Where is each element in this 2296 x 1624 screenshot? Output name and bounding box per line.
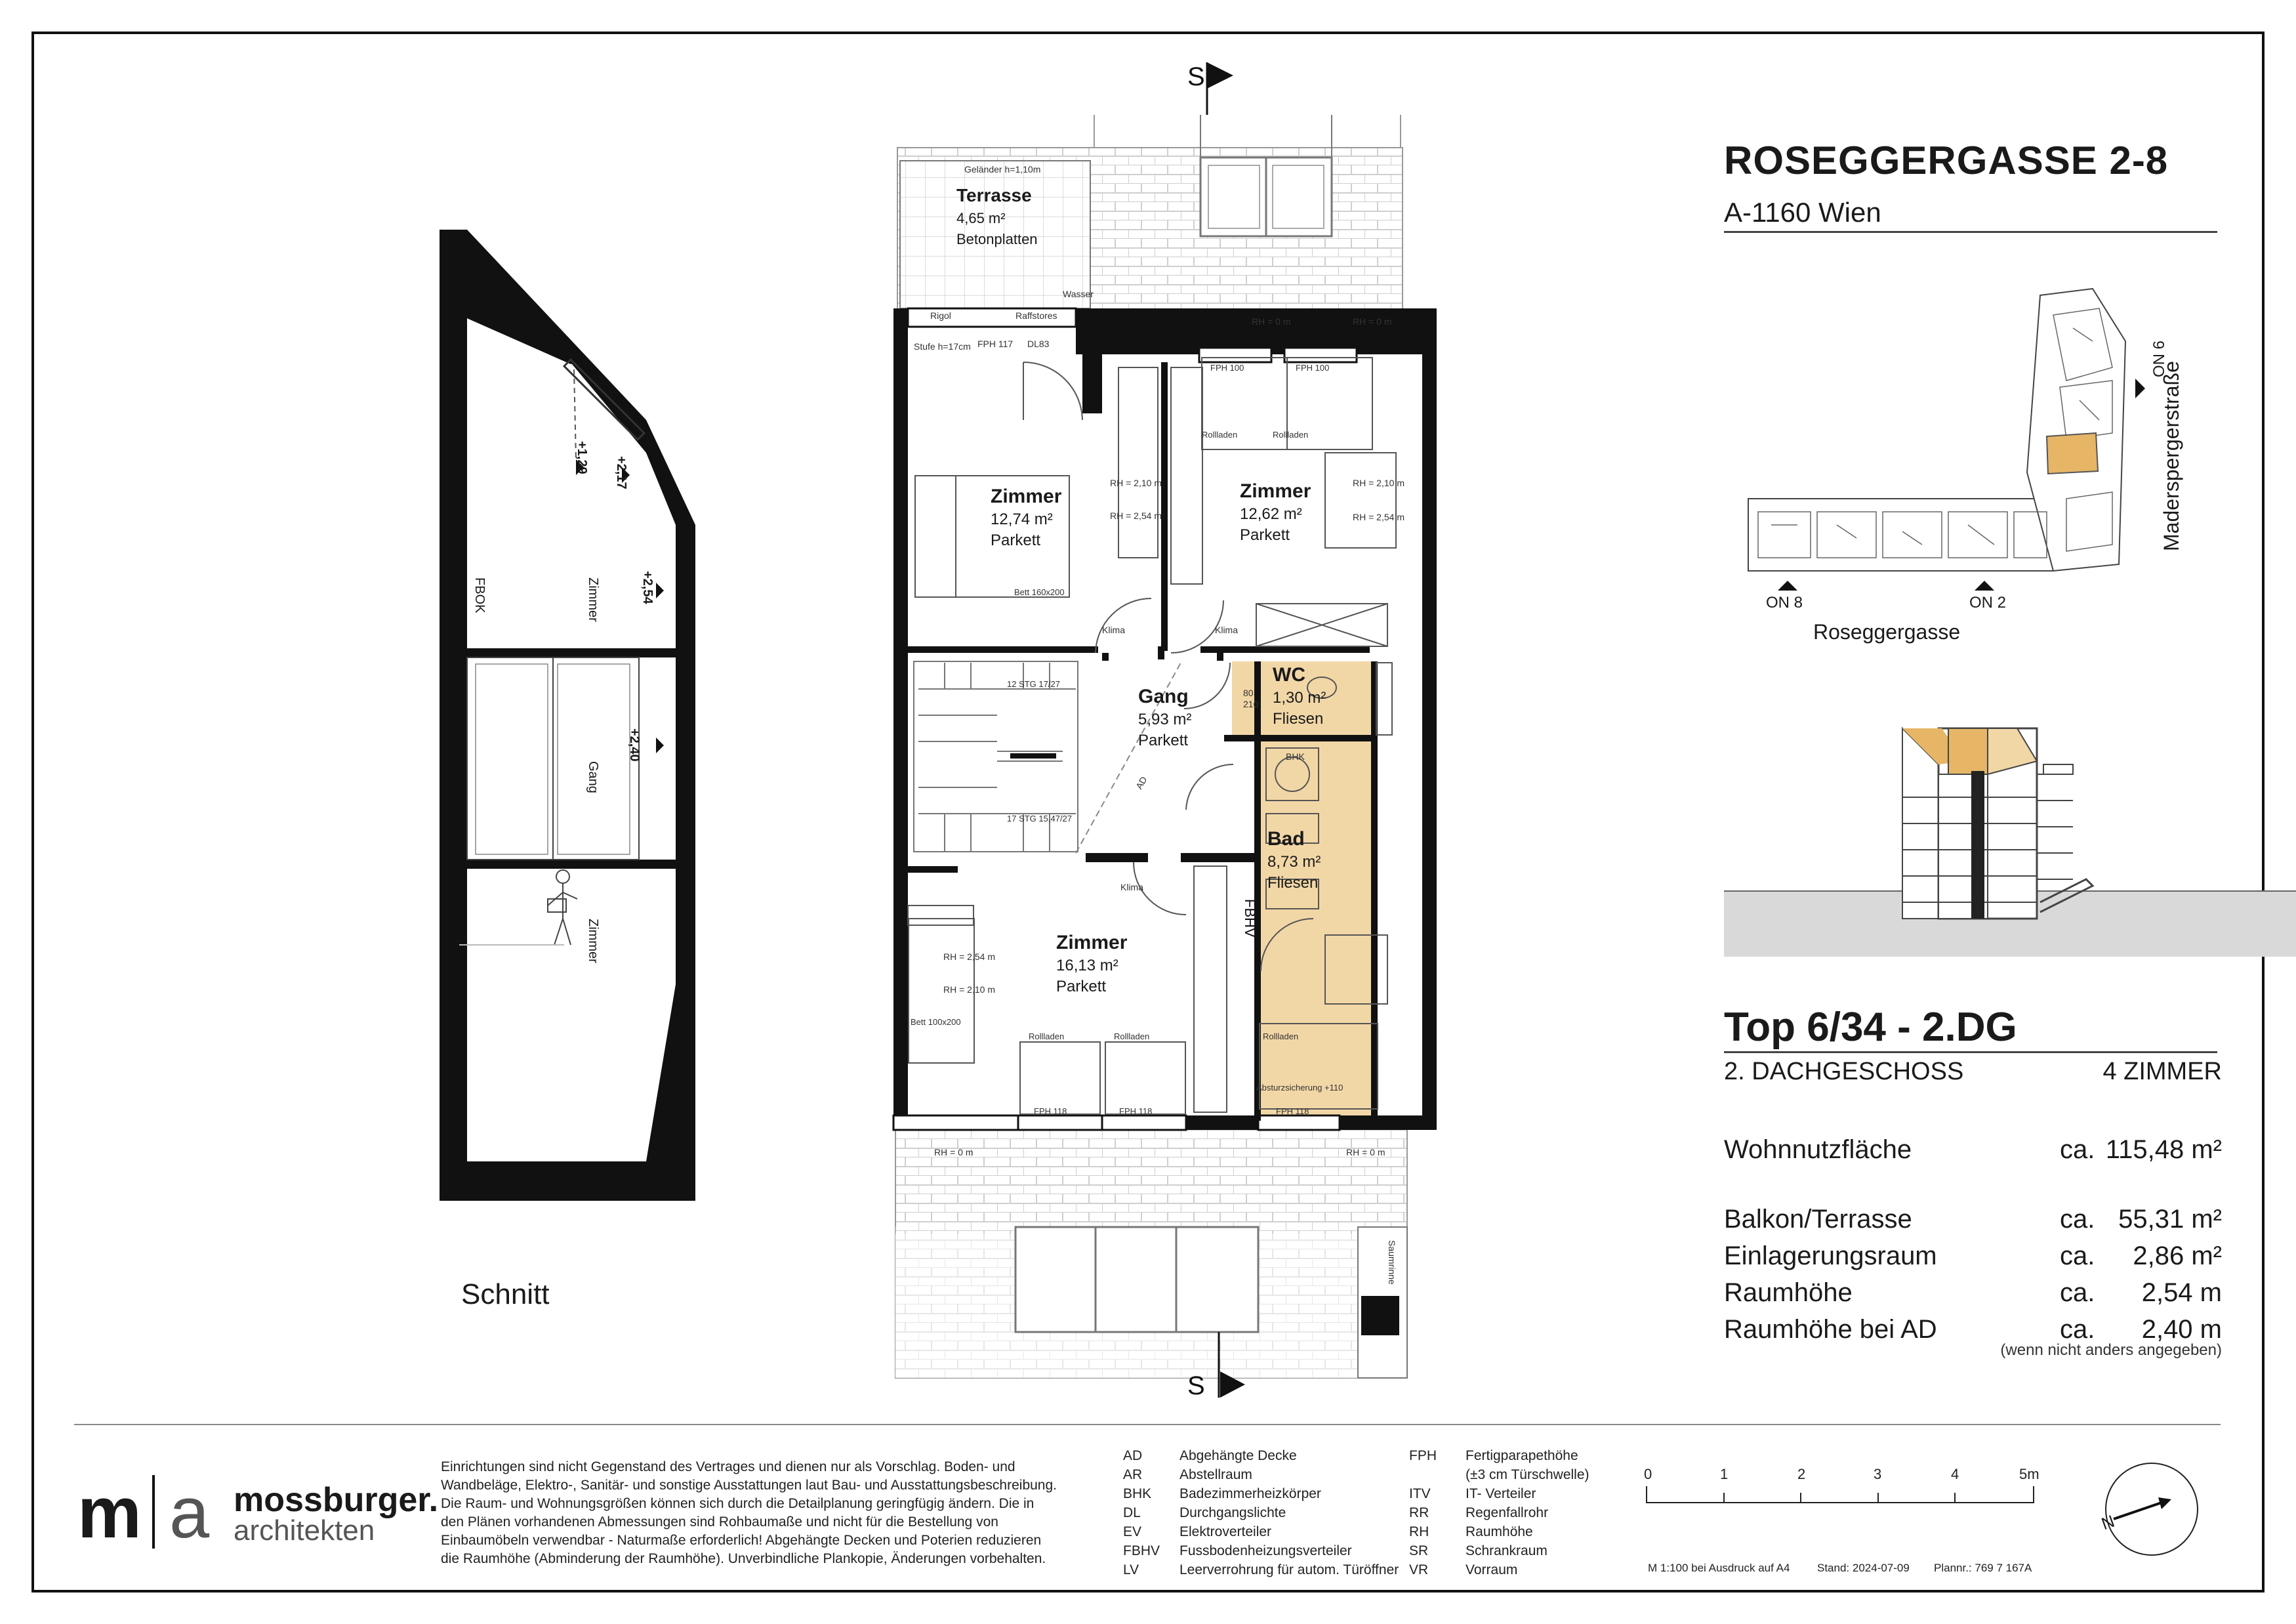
- plan-annotation-rh0d: RH = 0 m: [1346, 1147, 1385, 1157]
- logo-bar: [152, 1475, 155, 1549]
- room-area: 1,30 m²: [1273, 689, 1326, 707]
- plan-annotation-klima3: Klima: [1120, 882, 1144, 892]
- plan-annotation-rh0a: RH = 0 m: [1252, 316, 1291, 327]
- plan-annotation-stufe: Stufe h=17cm: [914, 341, 971, 352]
- room-area: 5,93 m²: [1138, 711, 1192, 728]
- room-floor: Parkett: [1056, 978, 1107, 995]
- legend-abbr: EV: [1123, 1524, 1142, 1539]
- keymap-on2: ON 2: [1969, 594, 2007, 612]
- legend-abbr: SR: [1409, 1543, 1429, 1558]
- unit-rooms: 4 ZIMMER: [2102, 1058, 2222, 1085]
- plan-annotation-raffstores: Raffstores: [1015, 310, 1057, 321]
- unit-floor: 2. DACHGESCHOSS: [1724, 1058, 1964, 1085]
- plan-annotation-rigol: Rigol: [930, 310, 951, 321]
- room-floor: Parkett: [1138, 732, 1189, 749]
- plan-annotation-rollladen1: Rollladen: [1202, 430, 1238, 440]
- section-zimmer-upper: Zimmer: [586, 577, 600, 622]
- legend-row: [1409, 1446, 1589, 1465]
- logo-subtitle: architekten: [234, 1514, 375, 1547]
- room-area: 12,62 m²: [1240, 505, 1302, 523]
- scale-tick-label: 1: [1720, 1466, 1729, 1482]
- legend-abbr: LV: [1123, 1562, 1139, 1577]
- legend-row: [1123, 1484, 1399, 1503]
- plan-annotation-d210: 210: [1243, 699, 1259, 709]
- plan-annotation-absturz: Absturzsicherung +110: [1256, 1083, 1343, 1093]
- legend-column-2: [1409, 1446, 1589, 1579]
- legend-abbr: VR: [1409, 1562, 1429, 1577]
- legend-desc: Schrankraum: [1466, 1543, 1548, 1558]
- plan-annotation-rh210a: RH = 2,10 m: [1110, 478, 1162, 488]
- room-area: 8,73 m²: [1267, 853, 1321, 871]
- area-value: 55,31 m²: [2118, 1205, 2222, 1234]
- plan-number: Plannr.: 769 7 167A: [1934, 1562, 2032, 1574]
- scale-tick-label: 0: [1644, 1466, 1652, 1482]
- area-value: 2,54 m: [2141, 1278, 2222, 1307]
- area-label: Wohnnutzfläche: [1724, 1135, 1912, 1164]
- legend-desc: Elektroverteiler: [1179, 1524, 1272, 1539]
- legend-row: [1409, 1465, 1589, 1484]
- logo-a: a: [169, 1472, 210, 1553]
- legend-desc: Fertigparapethöhe: [1466, 1448, 1578, 1463]
- scale-tick-label: 4: [1951, 1466, 1959, 1482]
- room-floor: Fliesen: [1273, 710, 1324, 728]
- area-label: Balkon/Terrasse: [1724, 1205, 1912, 1234]
- scale-tick-label: 3: [1874, 1466, 1882, 1482]
- area-ca: ca.: [2060, 1135, 2095, 1164]
- plan-annotation-bett1: Bett 160x200: [1014, 587, 1065, 597]
- plan-annotation-klima2: Klima: [1215, 625, 1239, 635]
- plan-annotation-rh0b: RH = 0 m: [1353, 316, 1392, 327]
- room-area: 16,13 m²: [1056, 957, 1118, 974]
- legend-row: [1409, 1503, 1589, 1522]
- plan-annotation-klima1: Klima: [1102, 625, 1126, 635]
- section-level-254: +2,54: [640, 571, 655, 604]
- plan-annotation-fbhv: FBHV: [1242, 899, 1258, 938]
- section-drawing: [440, 230, 695, 1201]
- area-label: Einlagerungsraum: [1724, 1241, 1937, 1270]
- legend-abbr: DL: [1123, 1505, 1141, 1520]
- legend-row: [1123, 1560, 1399, 1579]
- title-divider: [1724, 231, 2217, 233]
- legend-abbr: BHK: [1123, 1486, 1152, 1501]
- plan-annotation-ad: AD: [1133, 774, 1149, 791]
- legend-desc: Vorraum: [1466, 1562, 1518, 1577]
- section-zimmer-lower: Zimmer: [586, 919, 600, 963]
- north-compass: [2106, 1463, 2198, 1555]
- area-label: Raumhöhe bei AD: [1724, 1315, 1937, 1344]
- room-name: Bad: [1267, 828, 1305, 850]
- legend-row: [1409, 1522, 1589, 1541]
- plan-annotation-rh210b: RH = 2,10 m: [1353, 478, 1404, 488]
- area-note: (wenn nicht anders angegeben): [2000, 1341, 2222, 1359]
- keymap-on8: ON 8: [1766, 594, 1803, 612]
- room-name: Terrasse: [956, 185, 1032, 205]
- plan-annotation-rh254c: RH = 2,54 m: [943, 951, 995, 962]
- legend-row: [1409, 1560, 1589, 1579]
- legend-abbr: AR: [1123, 1467, 1143, 1482]
- plan-annotation-fph118b: FPH 118: [1119, 1106, 1153, 1116]
- plan-date: Stand: 2024-07-09: [1817, 1562, 1910, 1574]
- room-floor: Betonplatten: [956, 231, 1038, 247]
- site-keymap: [1748, 289, 2145, 591]
- section-fbok: FBOK: [472, 577, 487, 614]
- plan-annotation-fph118c: FPH 118: [1276, 1106, 1309, 1116]
- plan-annotation-fph118a: FPH 118: [1034, 1106, 1067, 1116]
- legend-desc: Leerverrohrung für autom. Türöffner: [1179, 1562, 1399, 1577]
- legend-abbr: FPH: [1409, 1448, 1437, 1463]
- plan-annotation-rollladen3: Rollladen: [1114, 1031, 1150, 1041]
- legend-row: [1123, 1503, 1399, 1522]
- legend-desc: Badezimmerheizkörper: [1179, 1486, 1321, 1501]
- building-section-thumbnail: [1724, 728, 2296, 957]
- section-level-240: +2,40: [627, 728, 642, 762]
- section-level-129: +1,29: [575, 441, 589, 474]
- north-label: N: [2099, 1510, 2118, 1534]
- plan-annotation-rollladen5: Rollladen: [1273, 430, 1309, 440]
- plan-annotation-bhk: BHK: [1286, 751, 1305, 762]
- legend-abbr: AD: [1123, 1448, 1143, 1463]
- scale-bar: [1647, 1486, 2034, 1503]
- room-floor: Fliesen: [1267, 874, 1319, 892]
- room-name: Zimmer: [1240, 480, 1311, 502]
- legend-desc: Raumhöhe: [1466, 1524, 1533, 1539]
- project-address: A-1160 Wien: [1724, 197, 1881, 228]
- area-ca: ca.: [2060, 1241, 2095, 1270]
- legend-desc: Durchgangslichte: [1179, 1505, 1286, 1520]
- scale-tick-label: 5m: [2019, 1466, 2040, 1482]
- footer-divider: [74, 1424, 2221, 1425]
- legend-row: [1123, 1446, 1399, 1465]
- room-floor: Parkett: [991, 531, 1041, 549]
- plan-annotation-fph100b: FPH 100: [1296, 363, 1330, 373]
- section-gang: Gang: [586, 761, 600, 793]
- room-name: Zimmer: [1056, 932, 1128, 953]
- logo-m: m: [77, 1472, 139, 1553]
- section-level-217: +2,17: [614, 456, 628, 489]
- legend-row: [1123, 1541, 1399, 1560]
- room-floor: Parkett: [1240, 526, 1290, 544]
- plan-annotation-d80: 80: [1243, 688, 1254, 698]
- area-value: 2,86 m²: [2133, 1241, 2222, 1270]
- legend-abbr: RR: [1409, 1505, 1429, 1520]
- plan-annotation-stg2: 17 STG 15,47/27: [1007, 814, 1073, 823]
- legend-desc: IT- Verteiler: [1466, 1486, 1536, 1501]
- legend-desc: Abstellraum: [1179, 1467, 1252, 1482]
- keymap-on6: ON 6: [2150, 340, 2168, 377]
- section-label: Schnitt: [461, 1278, 550, 1310]
- scale-info: M 1:100 bei Ausdruck auf A4: [1648, 1562, 1790, 1574]
- disclaimer-text: Einrichtungen sind nicht Gegenstand des Vertrages und dienen nur als Vorschlag. Boden- und Wandbeläge, Elektro-, Sanitär- und sonstige Ausstattungen laut Bau- und Ausstattungsbeschreibung. Die Raum- und Wohnungsgrößen können sich durch die Detailplanung geringfügig ändern. Die in den Plänen vorhandenen Abmessungen sind Rohbaumaße und nicht für die Bestellung von Einbaumöbeln verwendbar - Naturmaße erforderlich! Abgehängte Decken und Poterien reduzieren die Raumhöhe (Abminderung der Raumhöhe). Unverbindliche Plankopie, Änderungen vorbehalten.: [441, 1459, 1057, 1566]
- plan-annotation-saumrinne: Saumrinne: [1387, 1240, 1397, 1285]
- plan-annotation-rollladen2: Rollladen: [1029, 1031, 1065, 1041]
- plan-annotation-stg1: 12 STG 17/27: [1007, 679, 1060, 689]
- plan-annotation-fph117: FPH 117: [977, 339, 1014, 349]
- keymap-street-right: Maderspergerstraße: [2160, 361, 2183, 551]
- plan-annotation-rollladen4: Rollladen: [1263, 1031, 1299, 1041]
- scale-tick-label: 2: [1797, 1466, 1806, 1482]
- legend-column-1: [1123, 1446, 1399, 1579]
- area-value: 2,40 m: [2141, 1315, 2222, 1344]
- legend-row: [1409, 1541, 1589, 1560]
- logo-name: mossburger.: [234, 1481, 439, 1519]
- plan-annotation-wasser: Wasser: [1063, 289, 1094, 299]
- legend-abbr: ITV: [1409, 1486, 1431, 1501]
- legend-desc: Regenfallrohr: [1466, 1505, 1549, 1520]
- legend-abbr: RH: [1409, 1524, 1429, 1539]
- plan-annotation-rh254a: RH = 2,54 m: [1110, 510, 1162, 521]
- legend-abbr: FBHV: [1123, 1543, 1160, 1558]
- room-name: Zimmer: [991, 486, 1062, 507]
- keymap-street-bottom: Roseggergasse: [1813, 620, 1961, 644]
- plan-annotation-fph100a: FPH 100: [1210, 363, 1244, 373]
- plan-annotation-gelaender: Geländer h=1,10m: [964, 164, 1041, 175]
- room-name: WC: [1273, 664, 1305, 686]
- unit-divider: [1724, 1051, 2217, 1053]
- plan-annotation-bett2: Bett 100x200: [911, 1017, 961, 1027]
- legend-desc: Abgehängte Decke: [1179, 1448, 1297, 1463]
- legend-row: [1123, 1465, 1399, 1484]
- unit-top: Top 6/34 - 2.DG: [1724, 1005, 2017, 1050]
- area-ca: ca.: [2060, 1278, 2095, 1307]
- project-title: ROSEGGERGASSE 2-8: [1724, 138, 2169, 182]
- room-area: 12,74 m²: [991, 510, 1053, 528]
- room-area: 4,65 m²: [956, 210, 1006, 226]
- plan-annotation-dl83: DL83: [1027, 339, 1050, 349]
- legend-row: [1409, 1484, 1589, 1503]
- area-value: 115,48 m²: [2105, 1135, 2222, 1164]
- svg-text:S: S: [1187, 62, 1205, 91]
- area-ca: ca.: [2060, 1205, 2095, 1234]
- area-label: Raumhöhe: [1724, 1278, 1853, 1307]
- room-name: Gang: [1138, 686, 1189, 707]
- legend-desc: (±3 cm Türschwelle): [1466, 1467, 1589, 1482]
- plan-annotation-rh210c: RH = 2,10 m: [943, 984, 995, 995]
- plan-annotation-rh254b: RH = 2,54 m: [1353, 512, 1404, 522]
- plan-annotation-rh0c: RH = 0 m: [934, 1147, 974, 1157]
- legend-row: [1123, 1522, 1399, 1541]
- legend-desc: Fussbodenheizungsverteiler: [1179, 1543, 1352, 1558]
- svg-text:S: S: [1187, 1371, 1205, 1400]
- area-ca: ca.: [2060, 1315, 2095, 1344]
